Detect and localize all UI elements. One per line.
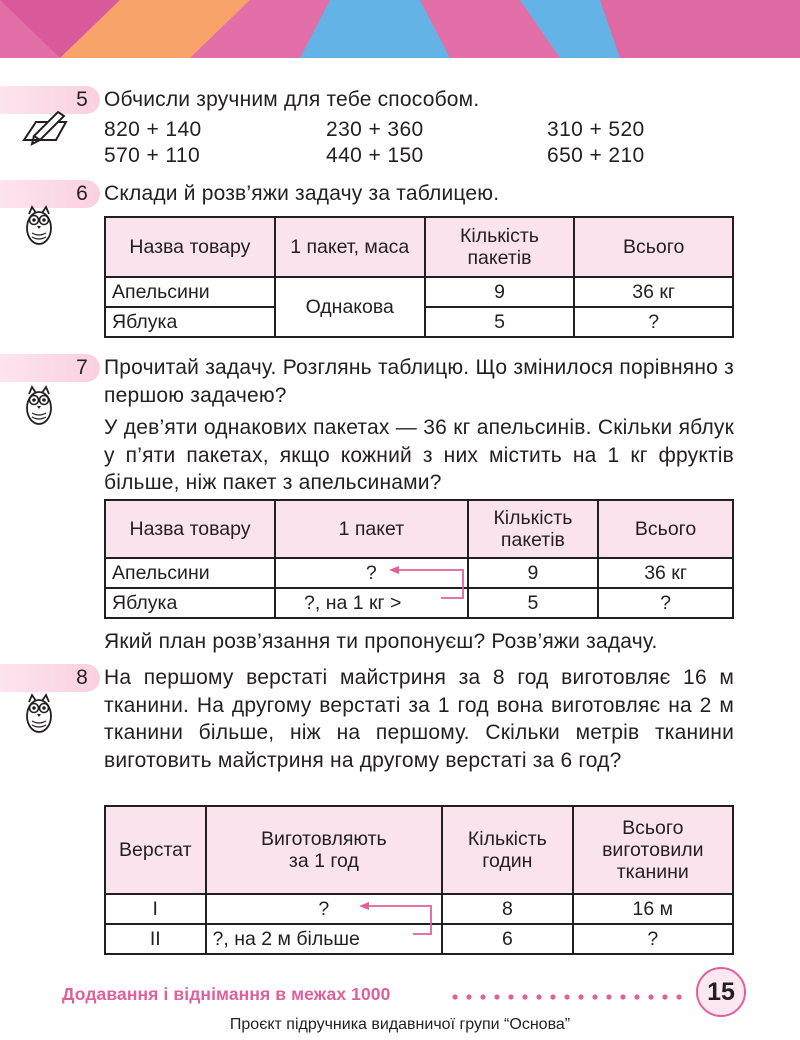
page-number: 15 (696, 967, 746, 1017)
table-header: Всього (598, 500, 733, 558)
table-header: 1 пакет, маса (275, 217, 425, 277)
task-6-table (104, 216, 734, 338)
table-cell: 16 м (573, 894, 733, 924)
expression: 230 + 360 (326, 118, 424, 141)
table-header: Назва товару (105, 500, 275, 558)
table-cell: ? (206, 894, 443, 924)
table-cell: ? (573, 924, 733, 954)
table-header: Кількість пакетів (468, 500, 598, 558)
table-cell: 5 (468, 588, 598, 618)
table-cell: 6 (442, 924, 572, 954)
table-header: Виготовляють за 1 год (206, 806, 443, 894)
comparison-arrow (385, 566, 475, 606)
expression: 440 + 150 (326, 144, 424, 167)
table-header: Верстат (105, 806, 206, 894)
table-cell: II (105, 924, 206, 954)
table-cell: 8 (442, 894, 572, 924)
owl-icon (24, 692, 54, 734)
table-cell: 9 (468, 558, 598, 588)
table-header: Всього (574, 217, 733, 277)
owl-icon (24, 384, 54, 426)
section-title: Додавання і віднімання в межах 1000 (62, 984, 391, 1004)
table-header: Назва товару (105, 217, 275, 277)
task-problem: У дев’яти однакових пакетах — 36 кг апельсинів. Скільки яблук у п’яти пакетах, якщо кожний з них містить на 1 кг фруктів більше, ніж пакет з апельсинами? (104, 416, 734, 494)
expression: 820 + 140 (104, 118, 202, 141)
table-cell: I (105, 894, 206, 924)
table-cell: Апельсини (105, 277, 275, 307)
comparison-arrow (355, 902, 445, 942)
table-cell: ? (598, 588, 733, 618)
table-cell: ? (574, 307, 733, 337)
table-cell: Яблука (105, 588, 275, 618)
table-cell: ?, на 2 м більше (206, 924, 443, 954)
table-cell: ?, на 1 кг > (275, 588, 468, 618)
table-cell: 36 кг (598, 558, 733, 588)
table-cell: ? (275, 558, 468, 588)
table-cell: 9 (425, 277, 575, 307)
dotted-leader (452, 992, 688, 1002)
table-header: Кількість пакетів (425, 217, 575, 277)
task-instruction: Обчисли зручним для тебе способом. (104, 88, 480, 111)
expression: 650 + 210 (547, 144, 645, 167)
task-number: 5 (76, 88, 88, 111)
table-cell: Апельсини (105, 558, 275, 588)
task-number: 6 (76, 182, 88, 205)
table-header: Кількість годин (442, 806, 572, 894)
decorative-banner (0, 0, 800, 58)
task-number: 7 (76, 356, 88, 379)
task-problem: На першому верстаті майстриня за 8 год виготовляє 16 м тканини. На другому верстаті за 1 год вона виготовляє на 2 м тканини більше, ніж на першому. Скільки метрів тканини виготовить майстриня на другому верстаті за 6 год? (104, 666, 734, 772)
task-number: 8 (76, 666, 88, 689)
expression: 310 + 520 (547, 118, 645, 141)
table-header: 1 пакет (275, 500, 468, 558)
table-cell: Однакова (275, 277, 425, 337)
expression: 570 + 110 (104, 144, 201, 167)
task-instruction: Прочитай задачу. Розглянь таблицю. Що змінилося порівняно з першою задачею? (104, 356, 734, 407)
pencil-notebook-icon (20, 108, 72, 148)
table-cell: Яблука (105, 307, 275, 337)
task-instruction: Склади й розв’яжи задачу за таблицею. (104, 182, 500, 205)
table-cell: 36 кг (574, 277, 733, 307)
table-header: Всього виготовили тканини (573, 806, 733, 894)
owl-icon (24, 204, 54, 246)
table-cell: 5 (425, 307, 575, 337)
task-question: Який план розв’язання ти пропонуєш? Розв’яжи задачу. (104, 630, 658, 653)
publisher-credits: Проєкт підручника видавничої групи “Основа” (229, 1016, 571, 1033)
